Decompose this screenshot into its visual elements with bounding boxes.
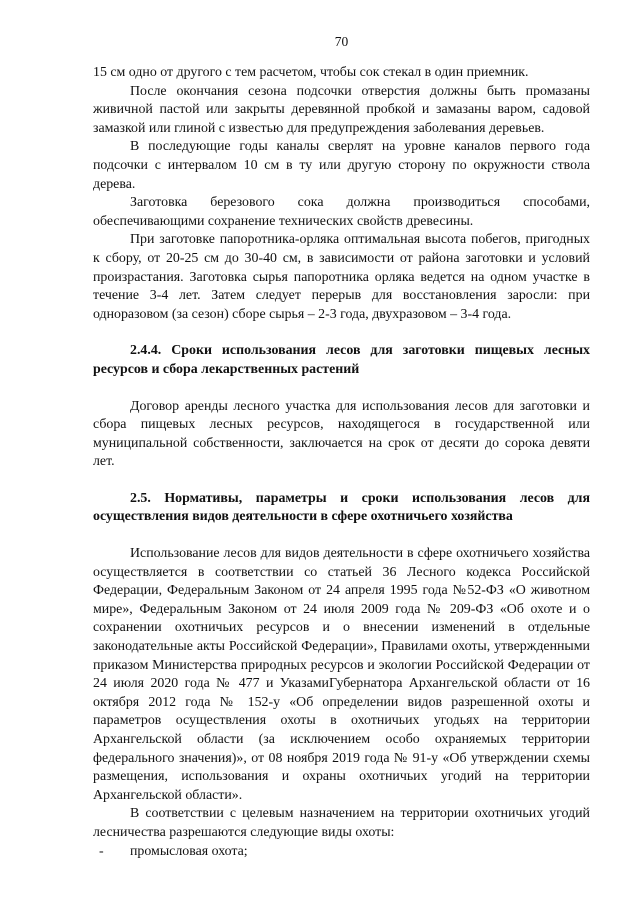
paragraph: В соответствии с целевым назначением на территории охотничьих угодий лесничества разрешаются следующие виды охоты: — [93, 806, 590, 840]
list-item-text: промысловая охота; — [130, 843, 248, 859]
paragraph: При заготовке папоротника-орляка оптимальная высота побегов, пригодных к сбору, от 20-25 см до 30-40 см, в зависимости от района заготовки и условий произрастания. Заготовка сырья папоротника орляка ведется на одном участке в течение 3-4 лет. Затем следует перерыв для восстановления заросли: при одноразовом (за сезон) сборе сырья – 2-3 года, двухразовом – 3-4 года. — [93, 232, 590, 322]
paragraph: После окончания сезона подсочки отверстия должны быть промазаны живичной пастой или закрыты деревянной пробкой и замазаны варом, садовой замазкой или глиной с известью для предупреждения заболевания деревьев. — [93, 83, 590, 136]
list-item — [93, 843, 590, 862]
paragraph: Договор аренды лесного участка для использования лесов для заготовки и сбора пищевых лесных ресурсов, находящегося в государственной или муниципальной собственности, заключается на срок от десяти до сорока девяти лет. — [93, 398, 590, 470]
list-marker: - — [99, 843, 104, 859]
paragraph: В последующие годы каналы сверлят на уровне каналов первого года подсочки с интервалом 10 см в ту или другую сторону по окружности ствола дерева. — [93, 139, 590, 192]
paragraph: 15 см одно от другого с тем расчетом, чтобы сок стекал в один приемник. — [93, 65, 529, 80]
page-number: 70 — [334, 34, 349, 49]
section-heading-2-4-4: 2.4.4. Сроки использования лесов для заготовки пищевых лесных ресурсов и сбора лекарственных растений — [93, 343, 590, 377]
paragraph: Использование лесов для видов деятельности в сфере охотничьего хозяйства осуществляется в соответствии со статьей 36 Лесного кодекса Российской Федерации, Федеральным Законом от 24 апреля 1995 года №52-ФЗ «О животном мире», Федеральным Законом от 24 июля 2009 года № 209-ФЗ «Об охоте и о сохранении охотничьих ресурсов и о внесении изменений в отдельные законодательные акты Российской Федерации», Правилами охоты, утвержденными приказом Министерства природных ресурсов и экологии Российской Федерации от 24 июля 2020 года № 477 и УказамиГубернатора Архангельской области от 16 октября 2012 года № 152-у «Об определении видов разрешенной охоты и параметров осуществления охоты в охотничьих угодьях на территории Архангельской области (за исключением особо охраняемых территории федерального значения)», от 08 ноября 2019 года № 91-у «Об утверждении схемы размещения, использования и охраны охотничьих угодий на территории Архангельской области». — [93, 546, 590, 803]
section-heading-2-5: 2.5. Нормативы, параметры и сроки использования лесов для осуществления видов деятельности в сфере охотничьего хозяйства — [93, 490, 590, 525]
paragraph: Заготовка березового сока должна производиться способами, обеспечивающими сохранение технических свойств древесины. — [93, 195, 590, 229]
